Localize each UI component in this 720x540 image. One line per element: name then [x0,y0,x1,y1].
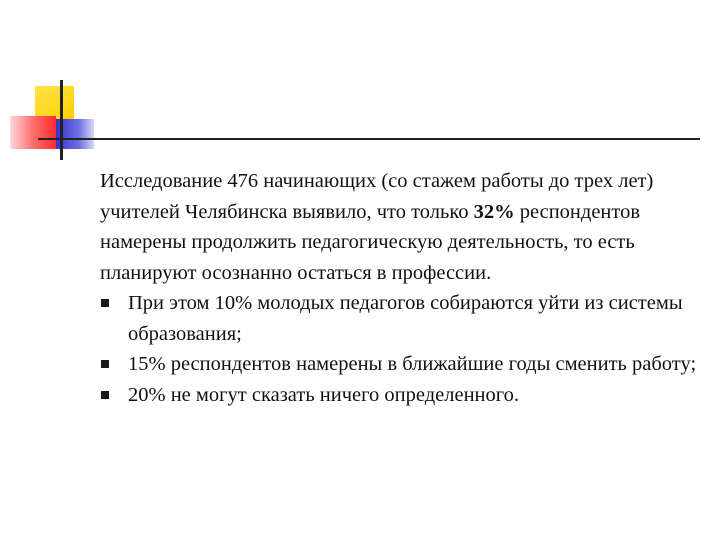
square-bullet-icon [101,299,109,307]
square-bullet-icon [101,391,109,399]
yellow-square [35,86,74,119]
bullet-text: 20% не могут сказать ничего определенного. [128,383,520,406]
red-square [10,116,56,149]
bullet-text: 15% респондентов намерены в ближайшие годы сменить работу; [128,353,697,375]
intro-paragraph [100,166,700,288]
bullet-text: При этом 10% молодых педагогов собираются уйти из системы образования; [128,292,683,345]
bullet-list [100,288,700,410]
highlight-percentage: 32% [473,200,515,223]
bullet-item [100,288,700,349]
square-bullet-icon [101,360,109,368]
intro-text-after: респондентов намерены продолжить педагогическую деятельность, то есть планируют осознанно остаться в профессии. [100,200,641,284]
bullet-item [100,380,700,411]
title-decoration [0,0,720,170]
bullet-item [100,349,700,380]
slide-body [100,166,700,410]
vertical-rule [60,80,63,160]
horizontal-rule [38,138,700,140]
intro-text-before: Исследование 476 начинающих (со стажем работы до трех лет) учителей Челябинска выявило, что только [100,170,654,223]
